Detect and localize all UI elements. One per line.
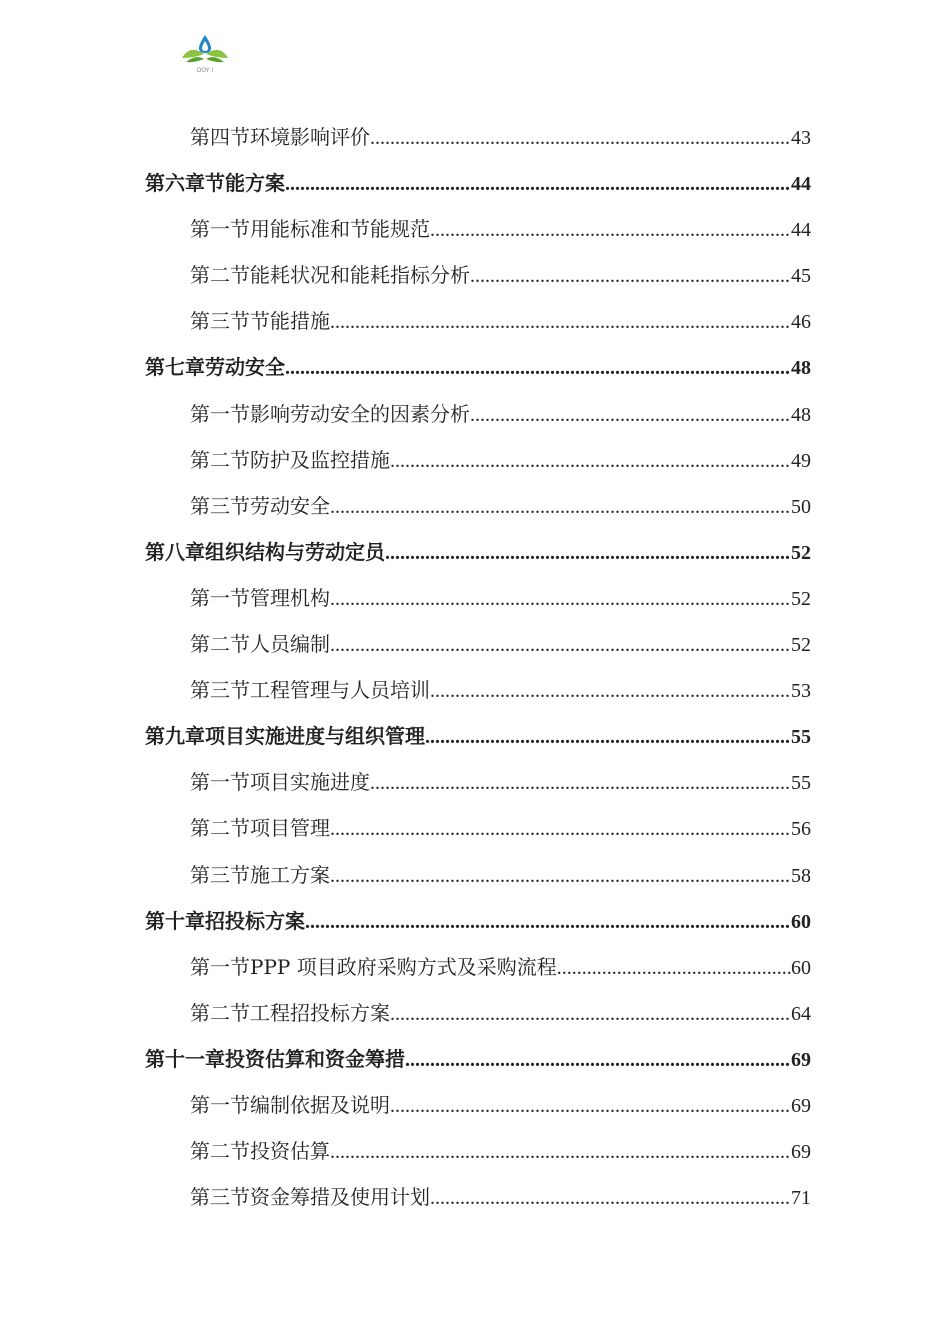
toc-page-number: 49 — [791, 449, 811, 472]
toc-section-entry[interactable] — [145, 483, 811, 529]
toc-section-entry[interactable] — [145, 391, 811, 437]
toc-entry-title: 施工方案 — [250, 862, 330, 887]
toc-section-entry[interactable] — [145, 575, 811, 621]
toc-entry-number: 第十章 — [145, 908, 205, 933]
toc-dot-leader — [430, 668, 791, 714]
toc-section-entry[interactable] — [145, 990, 811, 1036]
toc-dot-leader — [390, 991, 791, 1037]
toc-dot-leader — [390, 438, 791, 484]
toc-section-entry[interactable] — [145, 1128, 811, 1174]
toc-dot-leader — [285, 345, 791, 391]
toc-entry-title: 投资估算 — [250, 1139, 330, 1164]
toc-chapter-entry[interactable] — [145, 898, 811, 944]
toc-page-number: 52 — [791, 634, 811, 657]
toc-chapter-entry[interactable] — [145, 1036, 811, 1082]
toc-section-entry[interactable] — [145, 1082, 811, 1128]
toc-dot-leader — [470, 392, 791, 438]
toc-entry-number: 第二节 — [190, 1000, 250, 1025]
toc-entry-number: 第二节 — [190, 816, 250, 841]
toc-entry-number: 第四节 — [190, 125, 250, 149]
toc-chapter-entry[interactable] — [145, 529, 811, 575]
toc-entry-title: 招投标方案 — [205, 908, 305, 933]
toc-entry-title: 影响劳动安全的因素分析 — [250, 401, 470, 426]
toc-chapter-entry[interactable] — [145, 713, 811, 759]
toc-entry-title: 项目实施进度 — [250, 770, 370, 795]
toc-page-number: 48 — [791, 403, 811, 426]
toc-entry-title: 项目管理 — [250, 816, 330, 841]
toc-dot-leader — [330, 622, 791, 668]
toc-page-number: 60 — [791, 956, 811, 979]
toc-section-entry[interactable] — [145, 114, 811, 160]
toc-entry-number: 第一节 — [190, 770, 250, 795]
toc-section-entry[interactable] — [145, 759, 811, 805]
toc-page-number: 46 — [791, 311, 811, 334]
toc-entry-title: 项目实施进度与组织管理 — [205, 724, 425, 749]
toc-page-number: 64 — [791, 1002, 811, 1025]
toc-page-number: 60 — [791, 910, 811, 933]
toc-entry-title: 工程招投标方案 — [250, 1000, 390, 1025]
toc-dot-leader — [305, 899, 791, 945]
toc-entry-title: 投资估算和资金筹措 — [225, 1046, 405, 1071]
toc-page-number: 55 — [791, 772, 811, 795]
logo-text: DOY I — [196, 67, 214, 74]
toc-page-number: 44 — [791, 173, 811, 196]
toc-page-number: 43 — [791, 127, 811, 149]
toc-entry-title: 环境影响评价 — [250, 125, 370, 149]
toc-page-number: 56 — [791, 818, 811, 841]
toc-section-entry[interactable] — [145, 621, 811, 667]
table-of-contents — [145, 114, 811, 1220]
toc-entry-number: 第六章 — [145, 171, 205, 196]
toc-entry-title: 防护及监控措施 — [250, 447, 390, 472]
toc-entry-number: 第二节 — [190, 447, 250, 472]
toc-page-number: 44 — [791, 219, 811, 242]
toc-entry-title: 工程管理与人员培训 — [250, 678, 430, 703]
toc-page-number: 69 — [791, 1141, 811, 1164]
toc-entry-title: 资金筹措及使用计划 — [250, 1185, 430, 1210]
toc-dot-leader — [330, 576, 791, 622]
toc-dot-leader — [390, 1083, 791, 1129]
toc-dot-leader — [285, 161, 791, 207]
toc-page-number: 53 — [791, 680, 811, 703]
toc-entry-title: 劳动安全 — [250, 493, 330, 518]
toc-section-entry[interactable] — [145, 944, 811, 990]
toc-page-number: 48 — [791, 357, 811, 380]
toc-entry-number: 第二节 — [190, 632, 250, 657]
toc-entry-title: 人员编制 — [250, 632, 330, 657]
toc-entry-number: 第九章 — [145, 724, 205, 749]
toc-entry-number: 第一节 — [190, 954, 250, 979]
toc-section-entry[interactable] — [145, 667, 811, 713]
toc-dot-leader — [557, 945, 791, 991]
toc-dot-leader — [330, 299, 791, 345]
toc-page-number: 52 — [791, 541, 811, 564]
toc-entry-title: 能耗状况和能耗指标分析 — [250, 263, 470, 288]
toc-section-entry[interactable] — [145, 206, 811, 252]
toc-dot-leader — [405, 1037, 791, 1083]
toc-page-number: 45 — [791, 265, 811, 288]
toc-entry-number: 第八章 — [145, 539, 205, 564]
toc-dot-leader — [370, 115, 791, 161]
toc-section-entry[interactable] — [145, 252, 811, 298]
toc-entry-number: 第十一章 — [145, 1046, 225, 1071]
toc-page-number: 58 — [791, 864, 811, 887]
toc-entry-title: 管理机构 — [250, 585, 330, 610]
toc-dot-leader — [370, 760, 791, 806]
toc-page-number: 52 — [791, 587, 811, 610]
toc-entry-title: 用能标准和节能规范 — [250, 217, 430, 242]
toc-dot-leader — [430, 207, 791, 253]
toc-entry-number: 第二节 — [190, 1139, 250, 1164]
toc-entry-number: 第三节 — [190, 678, 250, 703]
toc-entry-number: 第三节 — [190, 862, 250, 887]
toc-entry-number: 第三节 — [190, 1185, 250, 1210]
leaf-drop-icon — [180, 32, 230, 74]
toc-entry-title: 劳动安全 — [205, 355, 285, 380]
toc-dot-leader — [470, 253, 791, 299]
toc-page-number: 69 — [791, 1048, 811, 1071]
toc-section-entry[interactable] — [145, 1174, 811, 1220]
toc-dot-leader — [385, 530, 791, 576]
company-logo — [180, 32, 230, 74]
toc-dot-leader — [330, 484, 791, 530]
toc-page-number: 55 — [791, 726, 811, 749]
toc-page-number: 71 — [791, 1187, 811, 1210]
toc-entry-title: 节能方案 — [205, 171, 285, 196]
toc-entry-title: PPP 项目政府采购方式及采购流程 — [250, 954, 557, 979]
toc-dot-leader — [330, 806, 791, 852]
toc-chapter-entry[interactable] — [145, 160, 811, 206]
toc-section-entry[interactable] — [145, 298, 811, 344]
toc-entry-number: 第七章 — [145, 355, 205, 380]
toc-entry-number: 第一节 — [190, 1092, 250, 1117]
toc-section-entry[interactable] — [145, 852, 811, 898]
toc-entry-number: 第一节 — [190, 401, 250, 426]
toc-dot-leader — [430, 1175, 791, 1221]
toc-entry-number: 第二节 — [190, 263, 250, 288]
toc-entry-title: 编制依据及说明 — [250, 1092, 390, 1117]
toc-dot-leader — [330, 1129, 791, 1175]
toc-page-number: 50 — [791, 495, 811, 518]
toc-entry-title: 节能措施 — [250, 309, 330, 334]
toc-section-entry[interactable] — [145, 805, 811, 851]
toc-dot-leader — [425, 714, 791, 760]
toc-entry-number: 第一节 — [190, 217, 250, 242]
toc-entry-title: 组织结构与劳动定员 — [205, 539, 385, 564]
toc-entry-number: 第三节 — [190, 493, 250, 518]
toc-dot-leader — [330, 853, 791, 899]
toc-chapter-entry[interactable] — [145, 344, 811, 390]
toc-entry-number: 第一节 — [190, 585, 250, 610]
toc-section-entry[interactable] — [145, 437, 811, 483]
toc-entry-number: 第三节 — [190, 309, 250, 334]
toc-page-number: 69 — [791, 1094, 811, 1117]
